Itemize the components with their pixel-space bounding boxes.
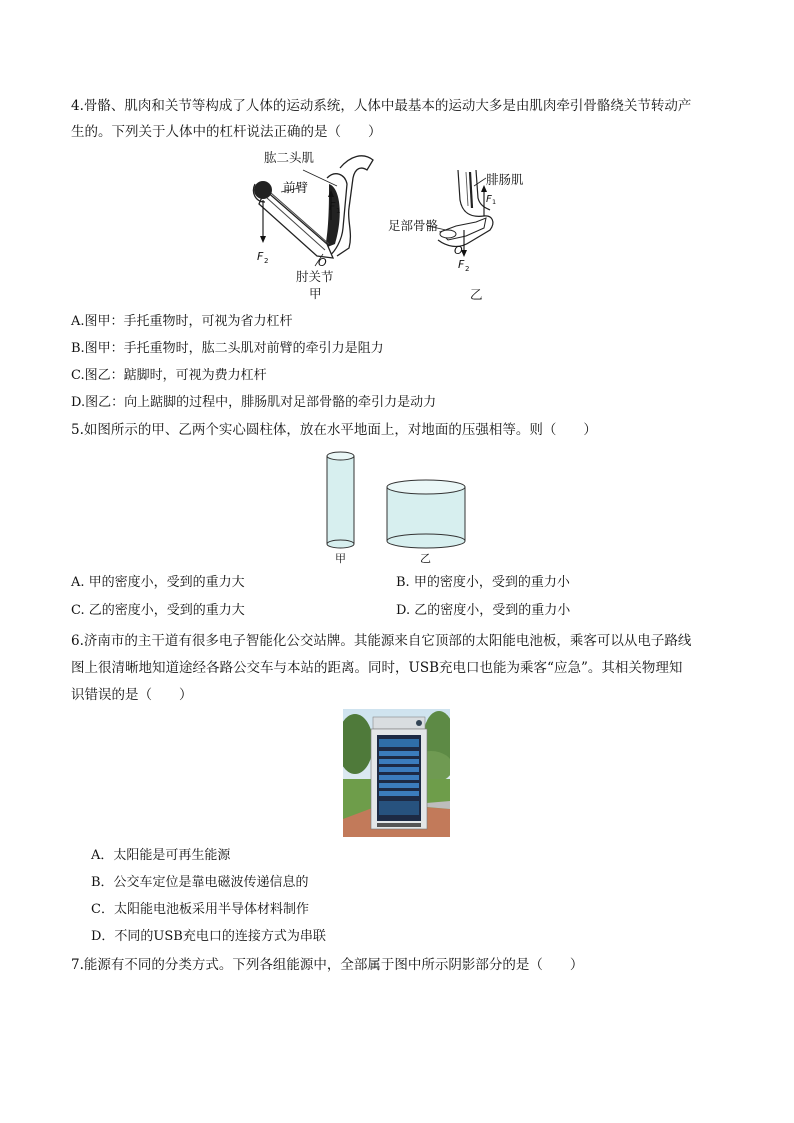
label-F2-yi-sub: 2 (465, 265, 470, 273)
cylinders-figure (320, 446, 475, 568)
label-O-yi: O (454, 244, 463, 257)
caption-yi: 乙 (470, 287, 483, 302)
label-F1-yi: F (486, 194, 492, 205)
q6-stem-line2: 图上很清晰地知道途经各路公交车与本站的距离。同时，USB充电口也能为乘客“应急”。其相关物理知 (71, 660, 683, 676)
q6-option-b: B．公交车定位是靠电磁波传递信息的 (91, 875, 309, 890)
q4-option-c: C.图乙：踮脚时，可视为费力杠杆 (71, 368, 267, 383)
q5-option-b: B. 甲的密度小，受到的重力小 (396, 575, 570, 590)
q4-stem-line1: 4.骨骼、肌肉和关节等构成了人体的运动系统，人体中最基本的运动大多是由肌肉牵引骨骼绕关节转动产 (71, 98, 692, 114)
label-F1-yi-sub: 1 (492, 198, 497, 206)
q4-option-b: B.图甲：手托重物时，肱二头肌对前臂的牵引力是阻力 (71, 341, 384, 356)
label-elbow: 肘关节 (296, 269, 334, 284)
q6-stem-line3: 识错误的是（ ） (71, 687, 193, 703)
label-forearm: 前臂 (283, 180, 309, 195)
q4-stem-line2: 生的。下列关于人体中的杠杆说法正确的是（ ） (71, 124, 382, 140)
cylinder-jia (327, 452, 354, 548)
q4-option-a: A.图甲：手托重物时，可视为省力杠杆 (71, 314, 293, 329)
q5-stem: 5.如图所示的甲、乙两个实心圆柱体，放在水平地面上，对地面的压强相等。则（ ） (71, 422, 597, 438)
caption-jia: 甲 (309, 286, 322, 301)
caption-cylinder-jia: 甲 (335, 552, 346, 565)
q6-option-d: D．不同的USB充电口的连接方式为串联 (91, 929, 326, 944)
bus-stop-photo (343, 709, 450, 837)
label-F2: F (257, 250, 264, 263)
label-O: O (318, 256, 327, 269)
label-calf-muscle: 腓肠肌 (486, 172, 524, 187)
q6-option-a: A．太阳能是可再生能源 (91, 848, 231, 863)
q7-stem: 7.能源有不同的分类方式。下列各组能源中，全部属于图中所示阴影部分的是（ ） (71, 957, 584, 973)
label-foot-bones: 足部骨骼 (388, 218, 439, 233)
arm-lever-figure (245, 148, 380, 303)
weight-ball (254, 181, 272, 199)
q6-option-c: C．太阳能电池板采用半导体材料制作 (91, 902, 309, 917)
q5-option-c: C. 乙的密度小，受到的重力大 (71, 603, 245, 618)
q5-option-d: D. 乙的密度小，受到的重力小 (396, 603, 571, 618)
foot-lever-figure (386, 160, 546, 303)
label-biceps: 肱二头肌 (264, 150, 315, 165)
label-F1: F (329, 200, 336, 213)
label-F1-sub: 1 (336, 207, 341, 215)
label-F2-yi: F (458, 258, 465, 271)
q4-option-d: D.图乙：向上踮脚的过程中，腓肠肌对足部骨骼的牵引力是动力 (71, 395, 437, 410)
label-F2-sub: 2 (264, 257, 269, 265)
cylinder-yi (387, 480, 465, 548)
q6-stem-line1: 6.济南市的主干道有很多电子智能化公交站牌。其能源来自它顶部的太阳能电池板，乘客可以从电子路线 (71, 633, 692, 649)
q5-option-a: A. 甲的密度小，受到的重力大 (71, 575, 245, 590)
caption-cylinder-yi: 乙 (420, 552, 431, 565)
